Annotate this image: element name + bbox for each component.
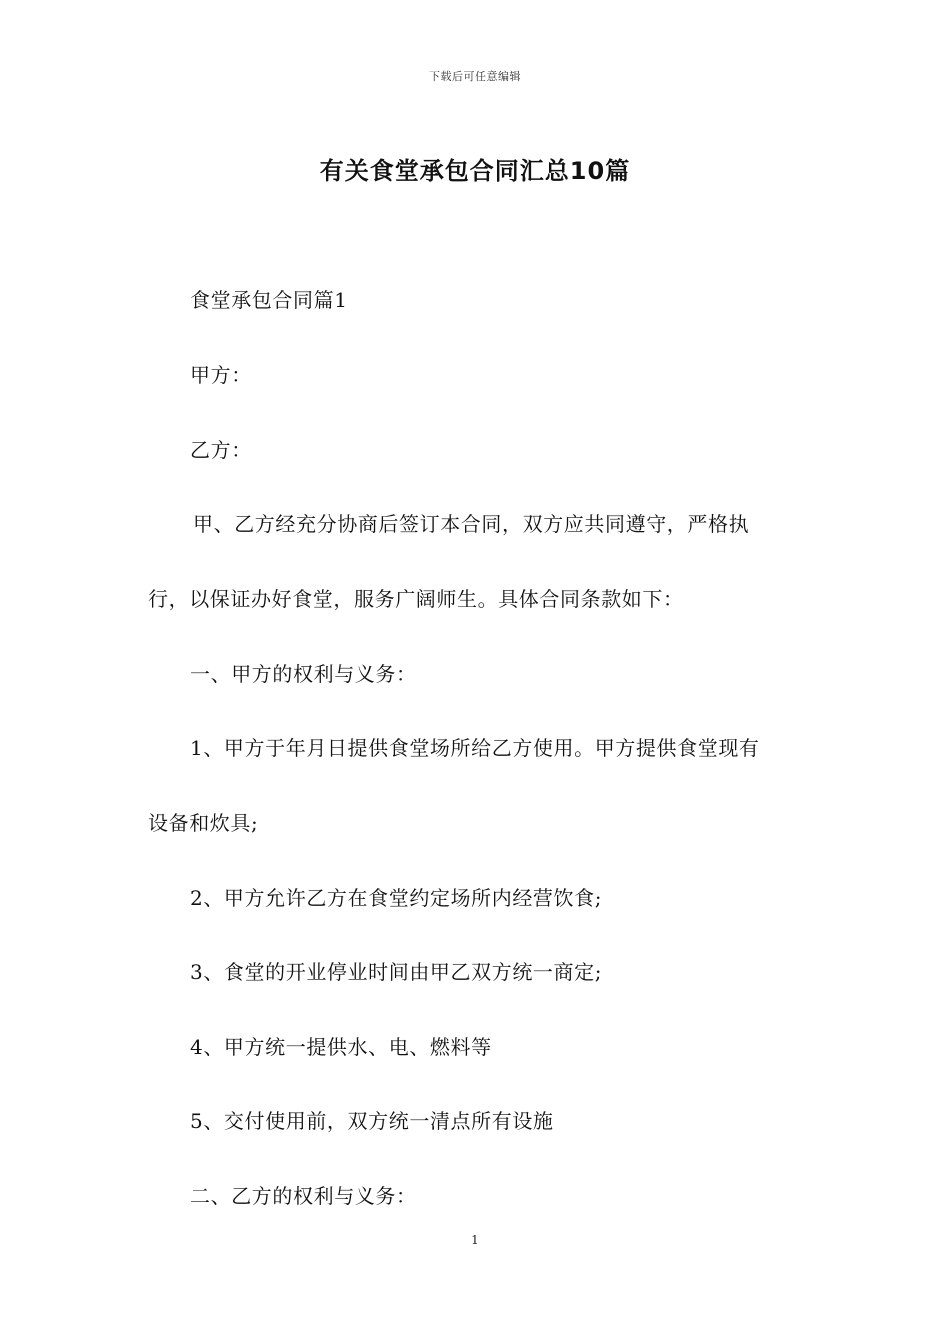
- clause-heading: 二、乙方的权利与义务：: [190, 1184, 417, 1208]
- clause-item-continuation: 设备和炊具;: [148, 811, 259, 835]
- party-a-line: 甲方：: [190, 363, 252, 387]
- header-note: 下载后可任意编辑: [429, 70, 521, 83]
- clause-item: 2、甲方允许乙方在食堂约定场所内经营饮食;: [190, 886, 603, 910]
- section-heading: 食堂承包合同篇1: [190, 288, 348, 312]
- clause-item: 5、交付使用前，双方统一清点所有设施: [190, 1109, 554, 1133]
- document-title: 有关食堂承包合同汇总10篇: [319, 157, 631, 185]
- page-number: 1: [471, 1233, 479, 1247]
- clause-item: 3、食堂的开业停业时间由甲乙双方统一商定;: [190, 960, 603, 984]
- clause-item: 1、甲方于年月日提供食堂场所给乙方使用。甲方提供食堂现有: [190, 736, 760, 760]
- body-paragraph-line: 行，以保证办好食堂，服务广阔师生。具体合同条款如下：: [148, 587, 684, 611]
- body-paragraph-line: 甲、乙方经充分协商后签订本合同，双方应共同遵守，严格执: [193, 512, 750, 536]
- clause-item: 4、甲方统一提供水、电、燃料等: [190, 1035, 492, 1059]
- party-b-line: 乙方：: [190, 438, 252, 462]
- clause-heading: 一、甲方的权利与义务：: [190, 662, 417, 686]
